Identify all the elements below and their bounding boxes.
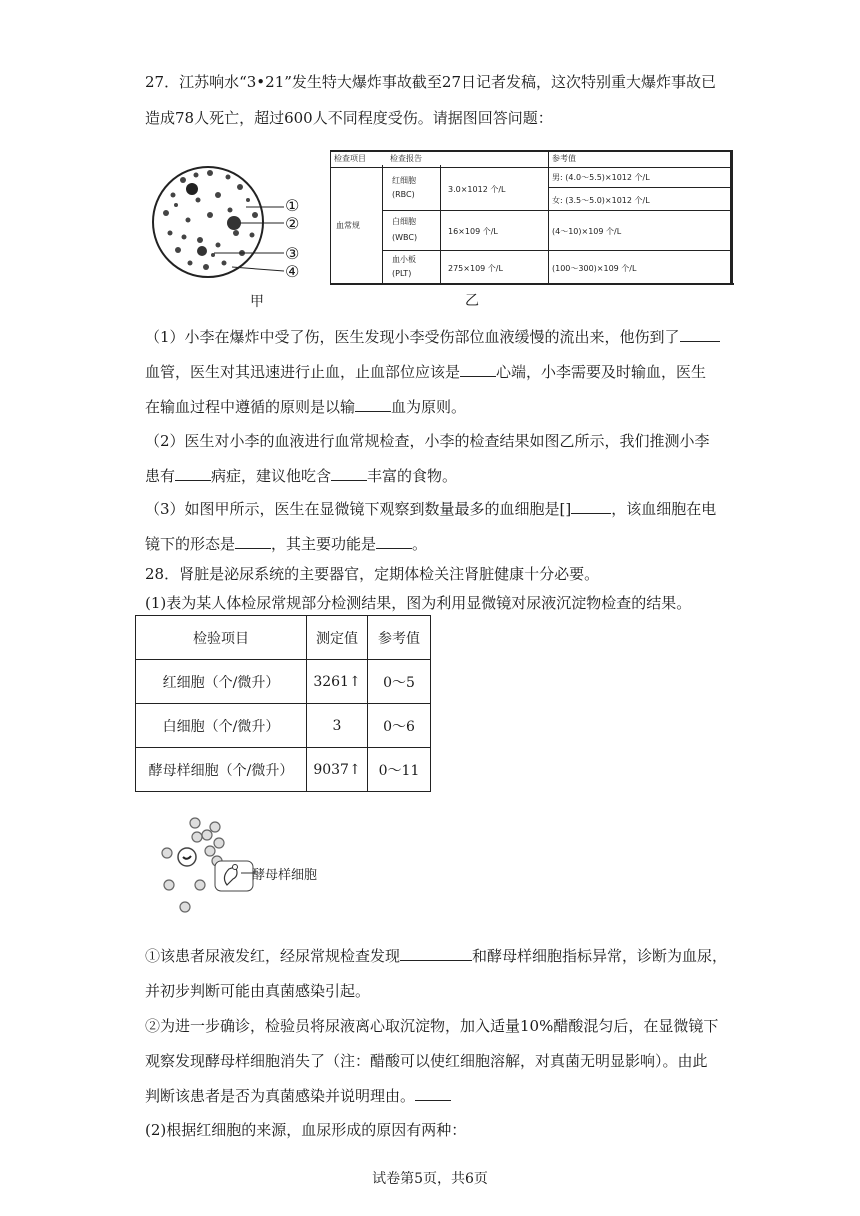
urine-sediment-figure — [155, 815, 335, 920]
table-row — [136, 748, 431, 792]
report-rbc-abbr: (RBC) — [392, 190, 415, 199]
q28-item2-line3: 判断该患者是否为真菌感染并说明理由。 — [145, 1086, 451, 1106]
marker-2: ② — [285, 214, 300, 233]
q27-sub2-line1: （2）医生对小李的血液进行血常规检查，小李的检查结果如图乙所示，我们推测小李 — [145, 432, 710, 450]
answer-blank[interactable] — [571, 499, 611, 514]
report-wbc-name: 白细胞 — [392, 217, 416, 226]
report-header-ref: 参考值 — [552, 154, 576, 163]
table-header-row — [136, 616, 431, 660]
marker-3: ③ — [285, 244, 300, 263]
report-rbc-ref-female: 女: (3.5～5.0)×1012 个/L — [552, 196, 650, 205]
answer-blank[interactable] — [460, 362, 496, 377]
q27-sub3-line2: 镜下的形态是 ，其主要功能是 。 — [145, 535, 428, 553]
q27-sub3-line1: （3）如图甲所示，医生在显微镜下观察到数量最多的血细胞是[] ，该血细胞在电 — [145, 500, 717, 518]
table-cell: 红细胞（个/微升） — [136, 660, 307, 704]
report-plt-abbr: (PLT) — [392, 269, 412, 278]
q27-sub1-line2: 血管，医生对其迅速进行止血，止血部位应该是 心端，小李需要及时输血，医生 — [145, 363, 707, 381]
report-plt-ref: (100～300)×109 个/L — [552, 264, 637, 273]
report-plt-name: 血小板 — [392, 255, 416, 264]
q28-part2-intro: (2)根据红细胞的来源，血尿形成的原因有两种： — [145, 1121, 467, 1139]
report-plt-value: 275×109 个/L — [448, 264, 503, 273]
q27-sub2-line2: 患有 病症，建议他吃含 丰富的食物。 — [145, 467, 458, 485]
figure-yi-report — [330, 150, 733, 285]
q28-part1-intro: (1)表为某人体检尿常规部分检测结果，图为利用显微镜对尿液沉淀物检查的结果。 — [145, 594, 692, 612]
answer-blank[interactable] — [376, 534, 412, 549]
report-header-result: 检查报告 — [390, 154, 422, 163]
q27-sub1-line3: 在输血过程中遵循的原则是以输 血为原则。 — [145, 398, 467, 416]
table-cell: 酵母样细胞（个/微升） — [136, 748, 307, 792]
table-row — [136, 660, 431, 704]
answer-blank[interactable] — [355, 397, 391, 412]
report-group: 血常规 — [336, 221, 360, 230]
table-cell: 9037↑ — [307, 748, 368, 792]
report-header-item: 检查项目 — [334, 154, 366, 163]
answer-blank[interactable] — [680, 327, 720, 342]
table-row — [136, 704, 431, 748]
marker-1: ① — [285, 196, 300, 215]
table-header-cell: 测定值 — [307, 616, 368, 660]
report-wbc-ref: (4～10)×109 个/L — [552, 227, 622, 236]
answer-blank[interactable] — [235, 534, 271, 549]
q28-item1-line1: ①该患者尿液发红，经尿常规检查发现 和酵母样细胞指标异常，诊断为血尿， — [145, 947, 728, 965]
report-rbc-ref-male: 男: (4.0～5.5)×1012 个/L — [552, 173, 650, 182]
table-cell: 3 — [307, 704, 368, 748]
figure-jia-label: 甲 — [250, 294, 264, 310]
report-rbc-value: 3.0×1012 个/L — [448, 185, 506, 194]
marker-4: ④ — [285, 262, 300, 281]
table-cell: 0～5 — [368, 660, 431, 704]
answer-blank[interactable] — [331, 466, 367, 481]
q28-item2-line1: ②为进一步确诊，检验员将尿液离心取沉淀物，加入适量10%醋酸混匀后，在显微镜下 — [145, 1017, 719, 1035]
report-wbc-abbr: (WBC) — [392, 233, 418, 242]
report-wbc-value: 16×109 个/L — [448, 227, 498, 236]
table-header-cell: 检验项目 — [136, 616, 307, 660]
q28-item1-line2: 并初步判断可能由真菌感染引起。 — [145, 982, 371, 1000]
answer-blank[interactable] — [400, 946, 472, 961]
q28-item2-line2: 观察发现酵母样细胞消失了（注：醋酸可以使红细胞溶解，对真菌无明显影响）。由此 — [145, 1052, 708, 1070]
table-header-cell: 参考值 — [368, 616, 431, 660]
table-cell: 3261↑ — [307, 660, 368, 704]
answer-blank[interactable] — [175, 466, 211, 481]
report-rbc-name: 红细胞 — [392, 176, 416, 185]
q27-intro-line2: 造成78人死亡，超过600人不同程度受伤。请据图回答问题： — [145, 109, 553, 127]
table-cell: 0～11 — [368, 748, 431, 792]
yeast-cell-label: 酵母样细胞 — [252, 868, 318, 883]
q27-intro-line1: 27．江苏响水“3•21”发生特大爆炸事故截至27日记者发稿，这次特别重大爆炸事故已 — [145, 73, 716, 91]
answer-blank[interactable] — [415, 1086, 451, 1101]
figure-jia — [148, 155, 308, 315]
urine-test-table — [135, 615, 431, 792]
page-footer: 试卷第5页，共6页 — [372, 1171, 488, 1187]
q27-sub1-line1: （1）小李在爆炸中受了伤，医生发现小李受伤部位血液缓慢的流出来，他伤到了 — [145, 327, 720, 347]
blood-smear-image — [148, 155, 308, 315]
q28-intro: 28．肾脏是泌尿系统的主要器官，定期体检关注肾脏健康十分必要。 — [145, 565, 600, 583]
table-cell: 0～6 — [368, 704, 431, 748]
table-cell: 白细胞（个/微升） — [136, 704, 307, 748]
figure-yi-label: 乙 — [465, 293, 479, 309]
